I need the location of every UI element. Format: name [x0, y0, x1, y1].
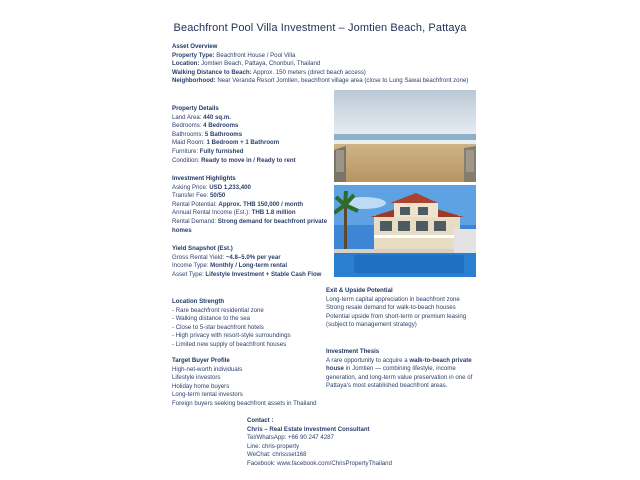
neighborhood-row: [172, 77, 472, 86]
rental-demand-label: Rental Demand:: [172, 217, 218, 225]
property-type-value: Beachfront House / Pool Villa: [214, 51, 296, 59]
asset-type-label: Asset Type:: [172, 270, 206, 278]
asset-type-row: [172, 271, 332, 280]
annual-income-value: THB 1.8 million: [251, 209, 296, 217]
contact-name: Chris – Real Estate Investment Consultant: [247, 425, 370, 433]
investment-thesis-heading: Investment Thesis: [326, 348, 380, 355]
neighborhood-value: Near Veranda Resort Jomtien, beachfront village area (close to Lung Sawai beachfront zone): [215, 77, 469, 85]
list-item: Foreign buyers seeking beachfront assets in Thailand: [172, 399, 317, 407]
thesis-bold: walk-to-beach private house: [326, 356, 472, 373]
investment-highlights-heading: Investment Highlights: [172, 175, 236, 182]
land-area-row: [172, 114, 332, 123]
contact-section: [247, 417, 447, 469]
annual-income-label: Annual Rental Income (Est.):: [172, 209, 252, 217]
asset-overview-section: [172, 43, 472, 86]
list-item: Lifestyle investors: [172, 374, 221, 382]
rental-demand-row: [172, 218, 332, 235]
beach-photo-graphic: [334, 90, 476, 182]
maid-room-row: [172, 139, 332, 148]
transfer-fee-row: [172, 192, 332, 201]
furniture-row: [172, 148, 332, 157]
location-value: Jomtien Beach, Pattaya, Chonburi, Thailand: [199, 60, 321, 68]
asset-overview-heading: Asset Overview: [172, 43, 218, 50]
target-buyer-section: [172, 357, 317, 409]
neighborhood-label: Neighborhood:: [172, 77, 216, 85]
income-type-value: Monthly / Long-term rental: [210, 262, 288, 270]
beach-photo: [334, 90, 476, 182]
annual-income-row: [172, 209, 332, 218]
investment-thesis-text: [326, 357, 482, 391]
yield-snapshot-section: [172, 245, 332, 279]
thesis-post: in Jomtien — combining lifestyle, income generation, and long-term value preservation in one of Pattaya's most established beachfront areas.: [326, 365, 473, 390]
contact-wechat: WeChat: chrissset168: [247, 451, 307, 459]
list-item: Holiday home buyers: [172, 382, 230, 390]
location-label: Location:: [172, 60, 200, 68]
rental-potential-label: Rental Potential:: [172, 200, 219, 208]
property-details-heading: Property Details: [172, 105, 219, 112]
income-type-row: [172, 262, 332, 271]
rental-potential-row: [172, 201, 332, 210]
furniture-label: Furniture:: [172, 147, 200, 155]
bedrooms-row: [172, 122, 332, 131]
contact-tel: Tel/WhatsApp: +66 90 247 4287: [247, 434, 334, 442]
maid-room-label: Maid Room:: [172, 139, 207, 147]
page-title: Beachfront Pool Villa Investment – Jomtien Beach, Pattaya: [173, 22, 467, 34]
list-item: - Limited new supply of beachfront houses: [172, 340, 287, 348]
asset-type-value: Lifestyle Investment + Stable Cash Flow: [205, 270, 322, 278]
asking-price-value: USD 1,233,400: [209, 183, 251, 191]
villa-photo: [334, 185, 476, 277]
transfer-fee-value: 50/50: [210, 192, 226, 200]
walking-distance-value: Approx. 150 meters (direct beach access): [251, 68, 366, 76]
investment-highlights-section: [172, 175, 332, 235]
location-strength-section: [172, 298, 322, 350]
asking-price-label: Asking Price:: [172, 183, 210, 191]
list-item: - High privacy with resort-style surroundings: [172, 332, 291, 340]
walking-distance-row: [172, 69, 472, 78]
furniture-value: Fully furnished: [199, 147, 244, 155]
list-item: Strong resale demand for walk-to-beach houses: [326, 304, 456, 312]
property-details-section: [172, 105, 332, 165]
land-area-value: 440 sq.m.: [203, 113, 231, 121]
bedrooms-label: Bedrooms:: [172, 122, 204, 130]
list-item: Long-term rental investors: [172, 391, 243, 399]
list-item: - Rare beachfront residential zone: [172, 306, 264, 314]
bedrooms-value: 4 Bedrooms: [203, 122, 239, 130]
investment-thesis-section: [326, 348, 482, 391]
bathrooms-row: [172, 131, 332, 140]
list-item: Long-term capital appreciation in beachfront zone: [326, 295, 460, 303]
gross-yield-value: ~4.8–5.0% per year: [225, 253, 281, 261]
condition-value: Ready to move in / Ready to rent: [201, 156, 296, 164]
maid-room-value: 1 Bedroom + 1 Bathroom: [206, 139, 280, 147]
location-row: [172, 60, 472, 69]
property-type-row: [172, 52, 472, 61]
list-item: - Close to 5-star beachfront hotels: [172, 323, 264, 331]
contact-facebook: Facebook: www.facebook.com/ChrisPropertyThailand: [247, 459, 392, 467]
exit-upside-section: [326, 287, 476, 330]
target-buyer-heading: Target Buyer Profile: [172, 357, 230, 364]
income-type-label: Income Type:: [172, 262, 211, 270]
walking-distance-label: Walking Distance to Beach:: [172, 68, 252, 76]
location-strength-heading: Location Strength: [172, 298, 225, 305]
yield-snapshot-heading: Yield Snapshot (Est.): [172, 245, 233, 252]
rental-potential-value: Approx. THB 150,000 / month: [218, 200, 304, 208]
land-area-label: Land Area:: [172, 113, 204, 121]
transfer-fee-label: Transfer Fee:: [172, 192, 211, 200]
gross-yield-label: Gross Rental Yield:: [172, 253, 226, 261]
gross-yield-row: [172, 254, 332, 263]
bathrooms-value: 5 Bathrooms: [204, 130, 243, 138]
list-item: Potential upside from short-term or premium leasing (subject to management strategy): [326, 312, 467, 329]
condition-row: [172, 157, 332, 166]
exit-upside-heading: Exit & Upside Potential: [326, 287, 393, 294]
condition-label: Condition:: [172, 156, 202, 164]
villa-photo-graphic: [334, 185, 476, 277]
list-item: - Walking distance to the sea: [172, 315, 251, 323]
rental-demand-value: Strong demand for beachfront private homes: [172, 217, 328, 234]
thesis-pre: A rare opportunity to acquire a: [326, 356, 410, 364]
bathrooms-label: Bathrooms:: [172, 130, 205, 138]
asking-price-row: [172, 184, 332, 193]
property-type-label: Property Type:: [172, 51, 215, 59]
list-item: High-net-worth individuals: [172, 365, 243, 373]
contact-line: Line: chris-property: [247, 442, 300, 450]
contact-heading: Contact :: [247, 417, 274, 424]
